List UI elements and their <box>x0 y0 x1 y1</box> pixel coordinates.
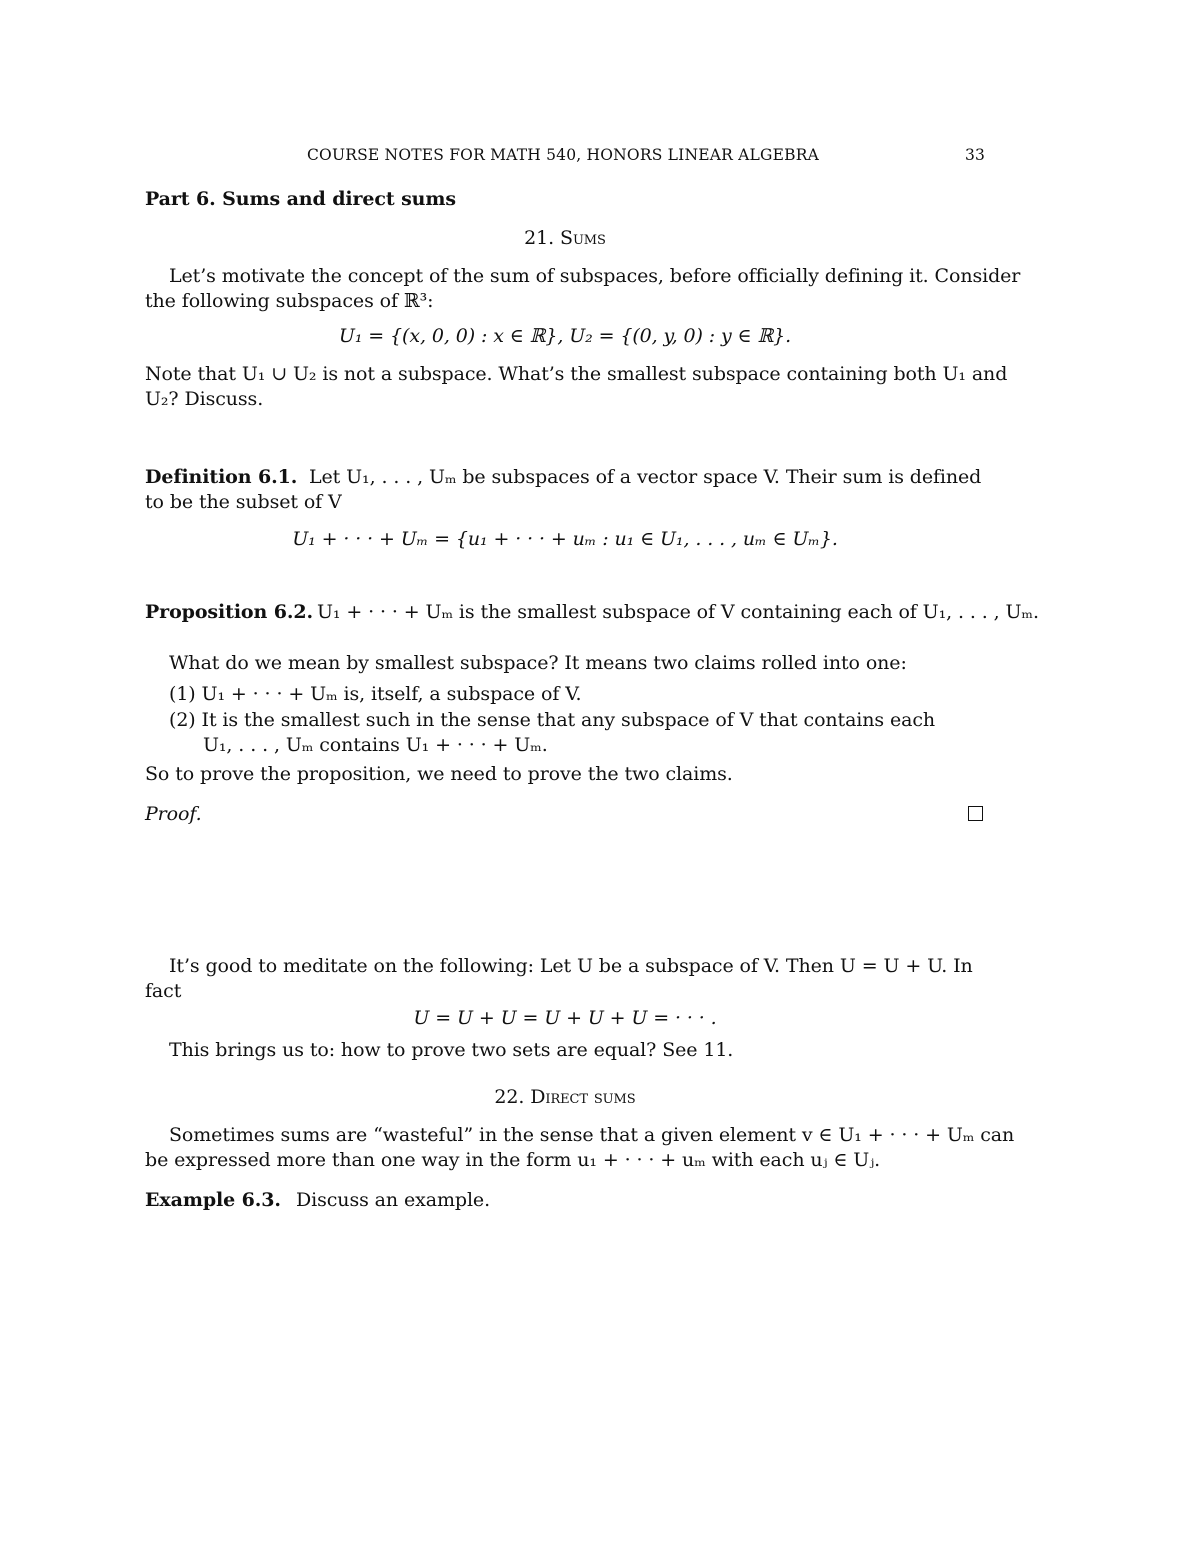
proof-label: Proof. <box>145 803 202 825</box>
intro-line-2: the following subspaces of ℝ³: <box>145 290 434 312</box>
claims-intro: What do we mean by smallest subspace? It means two claims rolled into one: <box>169 652 907 674</box>
definition-label: Definition 6.1. <box>145 466 298 488</box>
u-equals-sum-equation: U = U + U = U + U + U = · · · . <box>413 1007 717 1029</box>
section-heading-sums: 21. Sums <box>524 227 606 249</box>
meditate-line-1: It’s good to meditate on the following: Let U be a subspace of V. Then U = U + U. In <box>169 955 973 977</box>
proposition-label: Proposition 6.2. <box>145 601 314 623</box>
example-text: Discuss an example. <box>296 1189 491 1211</box>
qed-box-icon <box>968 806 983 821</box>
direct-sums-line-1: Sometimes sums are “wasteful” in the sense that a given element v ∈ U₁ + · · · + Uₘ can <box>169 1124 1015 1146</box>
definition-line-2: to be the subset of V <box>145 491 342 513</box>
claims-conclusion: So to prove the proposition, we need to prove the two claims. <box>145 763 733 785</box>
section-heading-direct-sums: 22. Direct sums <box>494 1086 636 1108</box>
sum-definition-equation: U₁ + · · · + Uₘ = {u₁ + · · · + uₘ : u₁ ∈ U₁, . . . , uₘ ∈ Uₘ}. <box>292 528 838 550</box>
claim-item-2-line-1: (2) It is the smallest such in the sense that any subspace of V that contains each <box>169 709 936 731</box>
example-label: Example 6.3. <box>145 1189 281 1211</box>
meditate-followup: This brings us to: how to prove two sets are equal? See 11. <box>169 1039 734 1061</box>
proposition-text: U₁ + · · · + Uₘ is the smallest subspace of V containing each of U₁, . . . , Uₘ. <box>317 601 1039 623</box>
page-number: 33 <box>965 146 986 164</box>
part-title: Part 6. Sums and direct sums <box>145 188 456 210</box>
subspaces-equation: U₁ = {(x, 0, 0) : x ∈ ℝ}, U₂ = {(0, y, 0) : y ∈ ℝ}. <box>338 325 792 347</box>
direct-sums-line-2: be expressed more than one way in the form u₁ + · · · + uₘ with each uⱼ ∈ Uⱼ. <box>145 1149 881 1171</box>
running-title: COURSE NOTES FOR MATH 540, HONORS LINEAR ALGEBRA <box>307 146 819 164</box>
claim-item-2-line-2: U₁, . . . , Uₘ contains U₁ + · · · + Uₘ. <box>203 734 548 756</box>
note-line-1: Note that U₁ ∪ U₂ is not a subspace. What’s the smallest subspace containing both U₁ and <box>145 363 1008 385</box>
claim-item-1: (1) U₁ + · · · + Uₘ is, itself, a subspace of V. <box>169 683 582 705</box>
meditate-line-2: fact <box>145 980 182 1002</box>
definition-line-1: Let U₁, . . . , Uₘ be subspaces of a vector space V. Their sum is defined <box>309 466 982 488</box>
note-line-2: U₂? Discuss. <box>145 388 264 410</box>
intro-line-1: Let’s motivate the concept of the sum of subspaces, before officially defining it. Consider <box>169 265 1021 287</box>
